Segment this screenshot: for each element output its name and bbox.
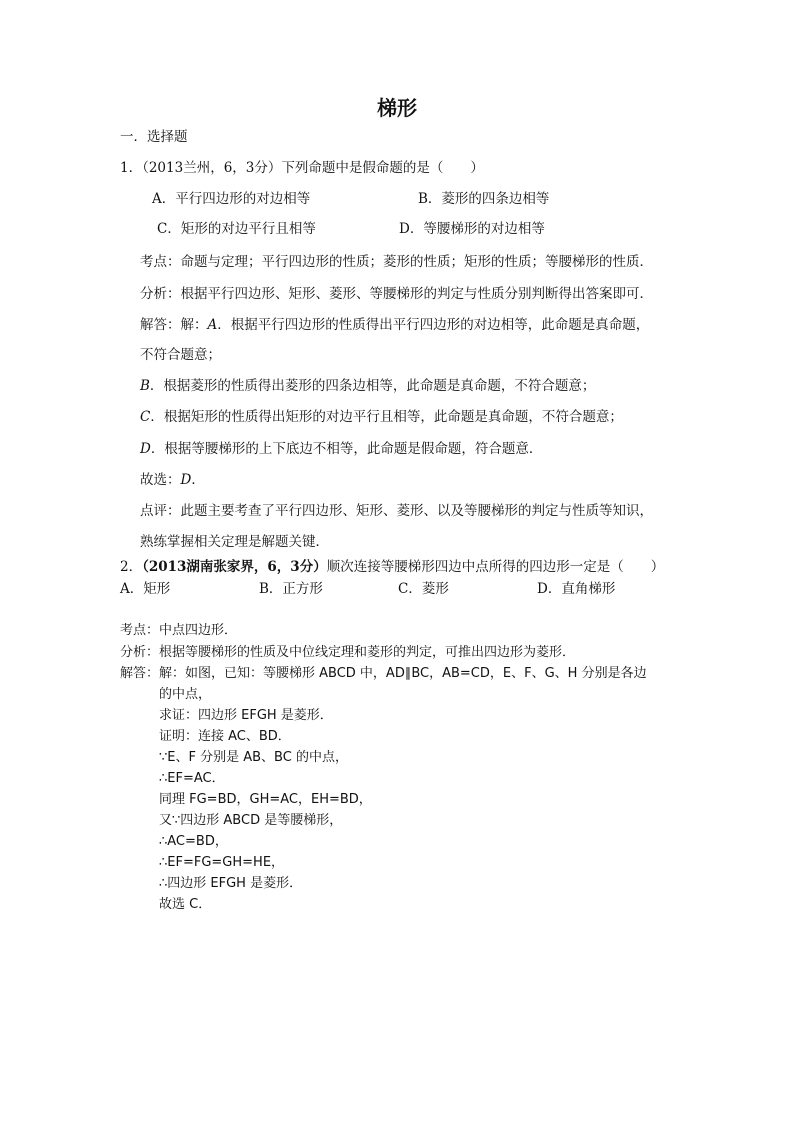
q1-jieda-text-a: ．根据平行四边形的性质得出平行四边形的对边相等，此命题是真命题， [217,317,650,333]
q1-letter-d: D [140,441,151,457]
q1-stem: 1．（2013兰州，6，3分）下列命题中是假命题的是（ ） [120,160,484,176]
q2-proof-line: ∴EF=AC． [159,771,225,786]
q2-proof-line: ∴四边形 EFGH 是菱形． [159,876,303,891]
q2-option-d: D．直角梯形 [537,581,616,597]
q1-guxuan-label: 故选： [140,472,181,488]
q1-option-c: C．矩形的对边平行且相等 [157,221,316,237]
page-title: 梯形 [377,96,417,120]
q2-proof-line: 求证：四边形 EFGH 是菱形． [159,708,333,723]
q1-option-d: D．等腰梯形的对边相等 [399,221,545,237]
q2-proof-line: 同理 FG=BD，GH=AC，EH=BD， [159,792,372,807]
q1-option-b: B．菱形的四条边相等 [418,191,550,207]
q1-jieda-d [140,440,542,458]
q2-proof-line: ∵E、F 分别是 AB、BC 的中点， [159,750,348,765]
q1-jieda-b [140,377,595,395]
q1-option-a: A．平行四边形的对边相等 [152,191,311,207]
q2-option-a: A．矩形 [120,581,171,597]
q1-jieda-letter-a: A [207,317,218,333]
q2-proof-line: 又∵四边形 ABCD 是等腰梯形， [159,813,343,828]
q2-proof-line: 故选 C． [159,897,212,912]
q2-proof-line: ∴EF=FG=GH=HE， [159,855,285,870]
q2-jieda-2: 的中点， [159,687,212,702]
q2-kaodian: 考点：中点四边形． [120,623,238,638]
q1-kaodian: 考点：命题与定理；平行四边形的性质；菱形的性质；矩形的性质；等腰梯形的性质． [140,254,653,270]
q1-letter-c: C [140,409,151,425]
q2-proof-line: 证明：连接 AC、BD． [159,729,291,744]
q1-jieda-cont: 不符合题意； [140,347,221,363]
q2-option-c: C．菱形 [398,581,449,597]
q2-stem [120,558,664,576]
q1-text-c: ．根据矩形的性质得出矩形的对边平行且相等，此命题是真命题，不符合题意； [150,409,623,425]
q1-guxuan [140,471,205,489]
q2-jieda-1: 解答：解：如图，已知：等腰梯形 ABCD 中，AD∥BC，AB=CD，E、F、G、H 分别是各边 [120,666,647,681]
q2-stem-text: 顺次连接等腰梯形四边中点所得的四边形一定是（ ） [326,559,665,575]
q1-jieda-label: 解答：解： [140,317,208,333]
q2-source: （2013湖南张家界，6，3分） [142,559,327,575]
q2-proof-line: ∴AC=BD， [159,834,228,849]
q1-fenxi: 分析：根据平行四边形、矩形、菱形、等腰梯形的判定与性质分别判断得出答案即可． [140,286,653,302]
q1-dianping-2: 熟练掌握相关定理是解题关键． [140,534,329,550]
q2-fenxi: 分析：根据等腰梯形的性质及中位线定理和菱形的判定，可推出四边形为菱形． [120,645,576,660]
q1-jieda-line [140,316,649,334]
q1-dianping-1: 点评：此题主要考查了平行四边形、矩形、菱形、以及等腰梯形的判定与性质等知识， [140,503,653,519]
q1-text-d: ．根据等腰梯形的上下底边不相等，此命题是假命题，符合题意． [150,441,543,457]
q1-guxuan-end: ． [191,472,205,488]
section-heading: 一．选择题 [120,129,188,145]
q1-guxuan-letter: D [180,472,192,488]
q2-num: 2． [120,559,143,575]
q1-letter-b: B [140,378,150,394]
q2-option-b: B．正方形 [259,581,323,597]
q1-text-b: ．根据菱形的性质得出菱形的四条边相等，此命题是真命题，不符合题意； [149,378,596,394]
q1-jieda-c [140,408,623,426]
